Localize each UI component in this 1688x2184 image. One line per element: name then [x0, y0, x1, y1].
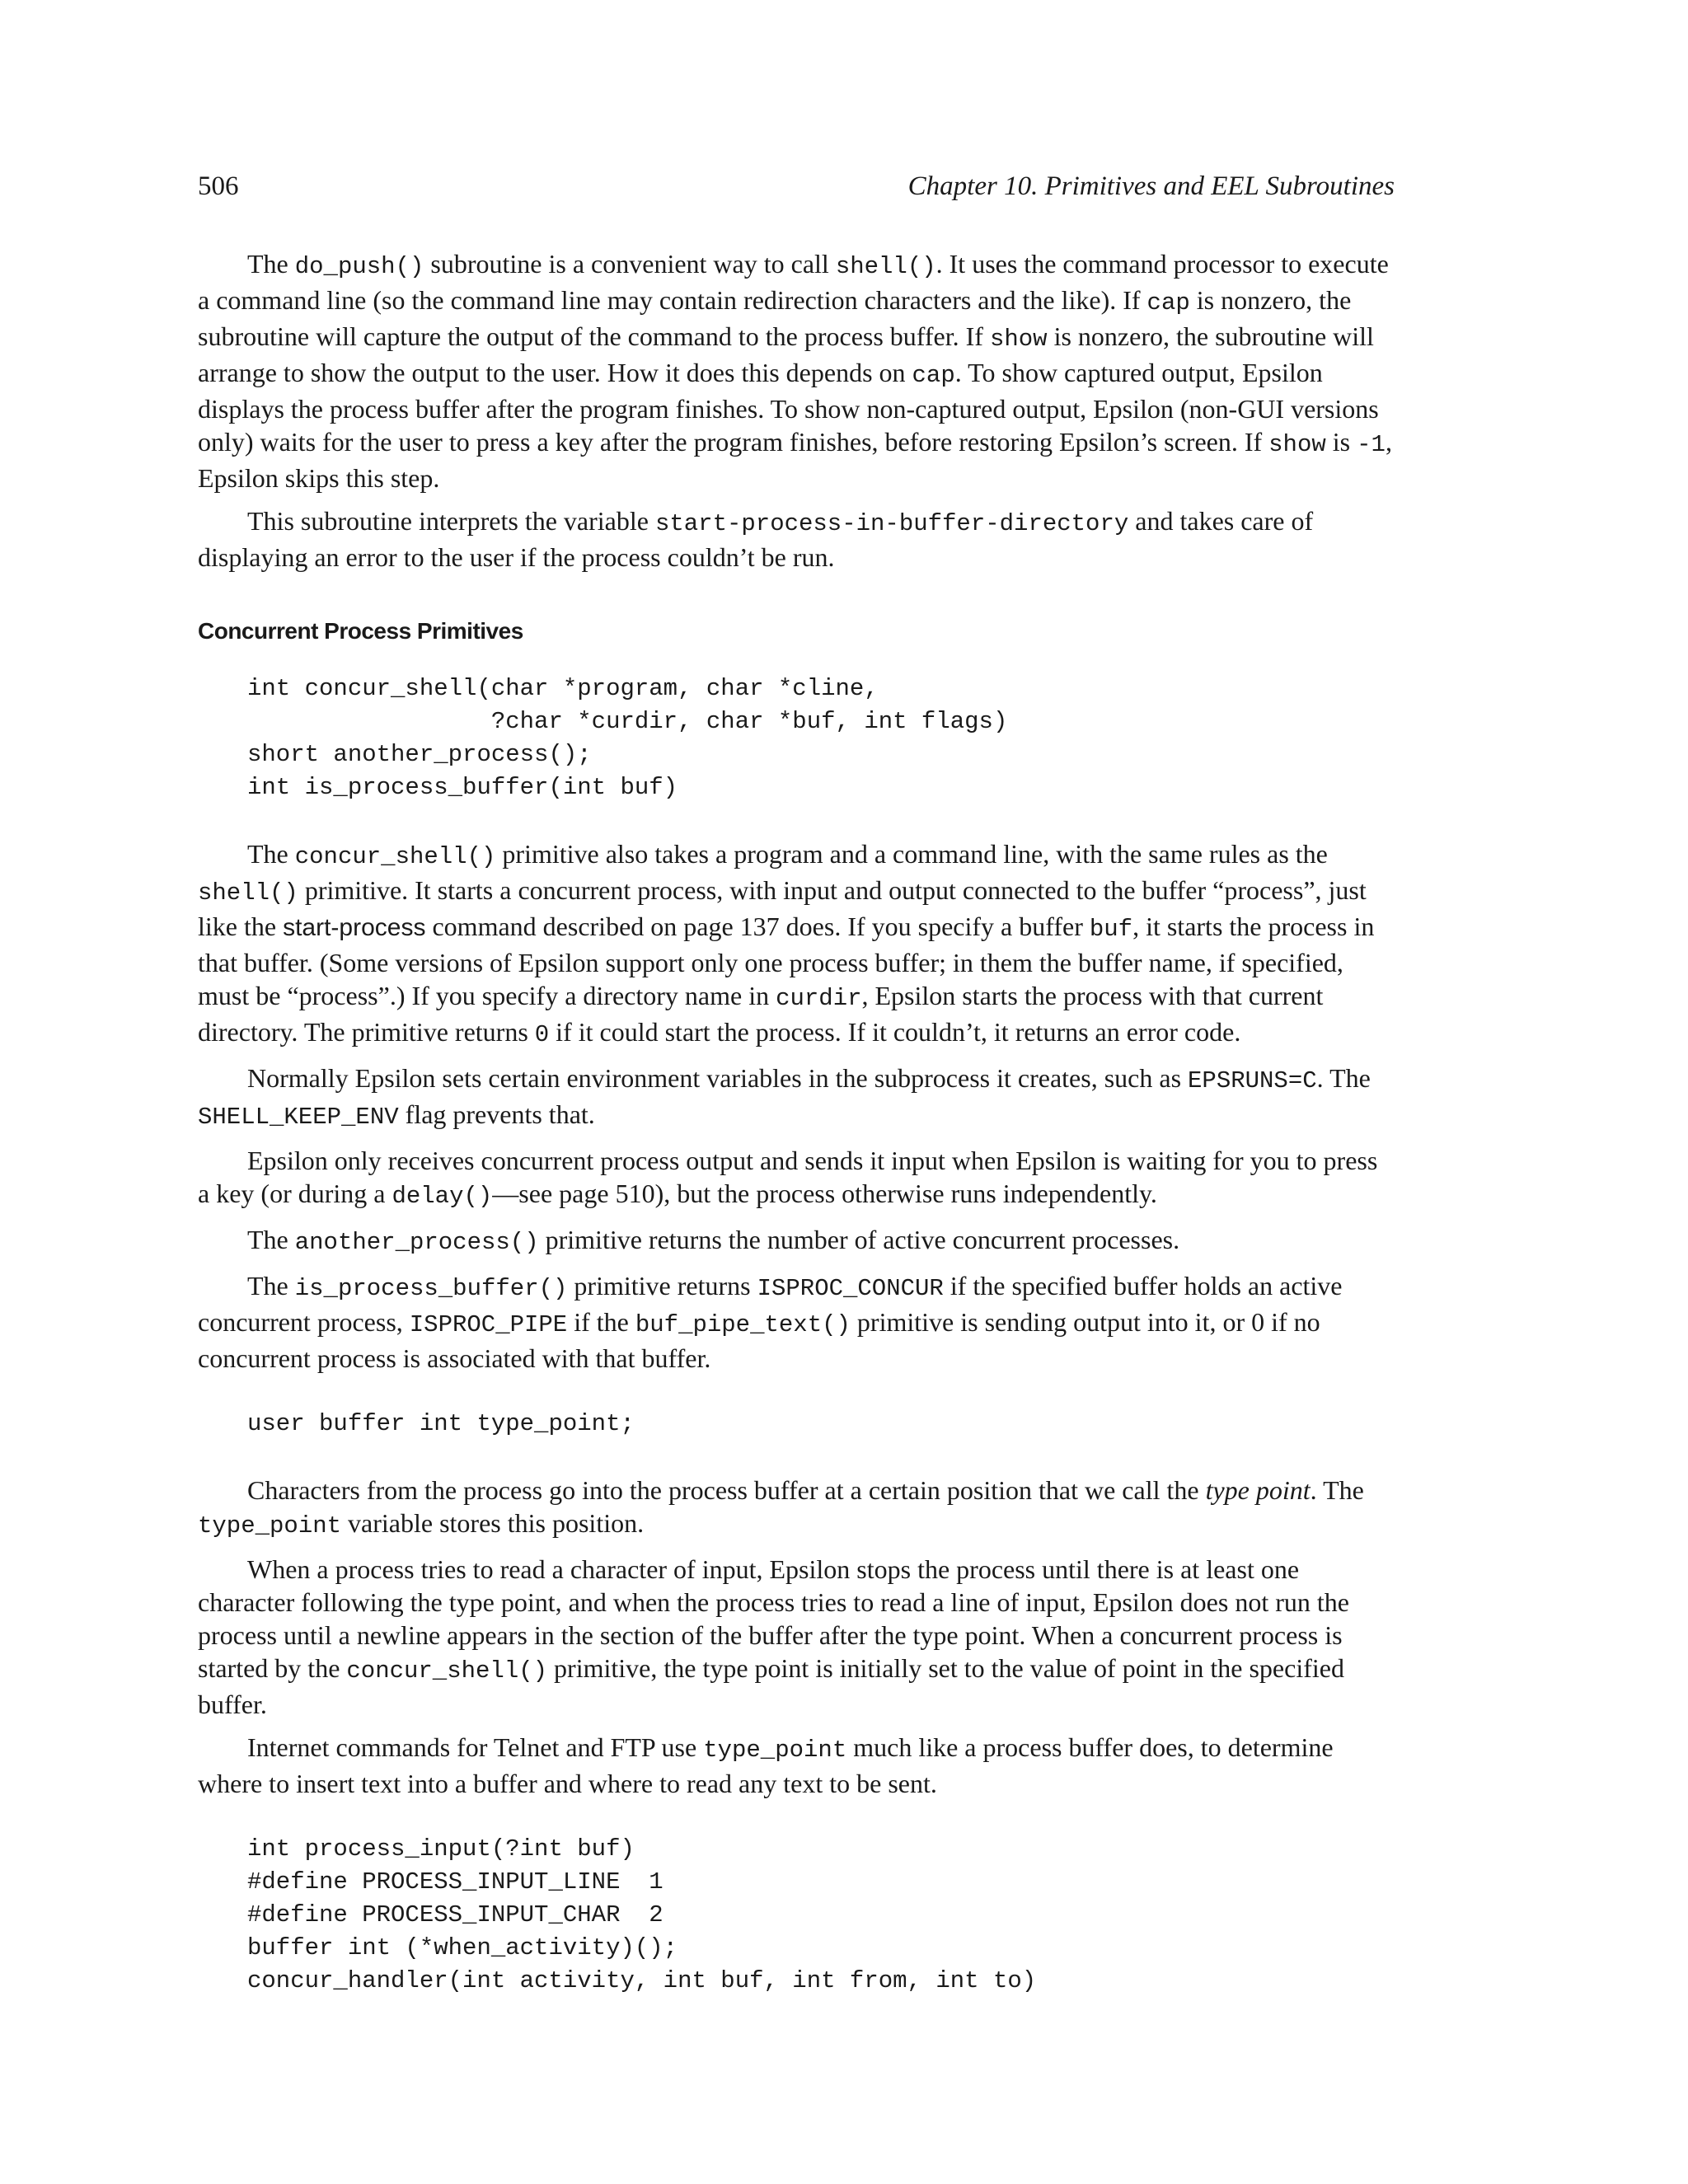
code-block-process-input: int process_input(?int buf) #define PROCESS_INPUT_LINE 1 #define PROCESS_INPUT_CHAR 2 buffer int (*when_activity)(); concur_handler(int activity, int buf, int from, int to) — [247, 1835, 1037, 1994]
code-block-type-point: user buffer int type_point; — [247, 1410, 635, 1437]
paragraph-environment: Normally Epsilon sets certain environment variables in the subprocess it creates, such as EPSRUNS=C. The SHELL_KEEP_ENV flag prevents that. — [198, 1063, 1371, 1131]
code-block-concur-shell: int concur_shell(char *program, char *cline, ?char *curdir, char *buf, int flags) short another_process(); int is_process_buffer(int buf) — [247, 675, 1008, 801]
paragraph-read-input: When a process tries to read a character of input, Epsilon stops the process until there is at least one character following the type point, and when the process tries to read a line of input, Epsilon does not run the process until a newline appears in the section of the buffer after the type point. When a concurrent process is started by the concur_shell() primitive, the type point is initially set to the value of point in the specified buffer. — [198, 1554, 1349, 1719]
chapter-title: Chapter 10. Primitives and EEL Subroutines — [907, 171, 1395, 201]
paragraph-receives-output: Epsilon only receives concurrent process output and sends it input when Epsilon is waiting for you to press a key (or during a delay()—see page 510), but the process otherwise runs independently. — [198, 1146, 1378, 1210]
page-number: 506 — [198, 171, 239, 201]
paragraph-is-process-buffer: The is_process_buffer() primitive returns ISPROC_CONCUR if the specified buffer holds an active concurrent process, ISPROC_PIPE if the buf_pipe_text() primitive is sending output into it, or 0 if no concurrent process is associated with that buffer. — [198, 1271, 1343, 1373]
paragraph-internet-commands: Internet commands for Telnet and FTP use type_point much like a process buffer does, to determine where to insert text into a buffer and where to read any text to be sent. — [198, 1732, 1334, 1798]
paragraph-concur-shell: The concur_shell() primitive also takes a program and a command line, with the same rules as the shell() primitive. It starts a concurrent process, with input and output connected to the buffer “process”, just like the start-process command described on page 137 does. If you specify a buffer buf, it starts the process in that buffer. (Some versions of Epsilon support only one process buffer; in them the buffer name, if specified, must be “process”.) If you specify a directory name in curdir, Epsilon starts the process with that current directory. The primitive returns 0 if it could start the process. If it couldn’t, it returns an error code. — [198, 839, 1375, 1048]
page-body — [198, 247, 1395, 2031]
running-header — [198, 171, 1395, 208]
paragraph-type-point: Characters from the process go into the process buffer at a certain position that we call the type point. The type_point variable stores this position. — [198, 1475, 1364, 1540]
paragraph-interprets-variable: This subroutine interprets the variable start-process-in-buffer-directory and takes care of displaying an error to the user if the process couldn’t be run. — [198, 506, 1314, 572]
paragraph-another-process: The another_process() primitive returns the number of active concurrent processes. — [247, 1225, 1180, 1256]
section-heading: Concurrent Process Primitives — [198, 618, 523, 644]
paragraph-do-push: The do_push() subroutine is a convenient way to call shell(). It uses the command processor to execute a command line (so the command line may contain redirection characters and the like). If cap is nonzero, the subroutine will capture the output of the command to the process buffer. If show is nonzero, the subroutine will arrange to show the output to the user. How it does this depends on cap. To show captured output, Epsilon displays the process buffer after the program finishes. To show non-captured output, Epsilon (non-GUI versions only) waits for the user to press a key after the program finishes, before restoring Epsilon’s screen. If show is -1, Epsilon skips this step. — [198, 249, 1392, 493]
